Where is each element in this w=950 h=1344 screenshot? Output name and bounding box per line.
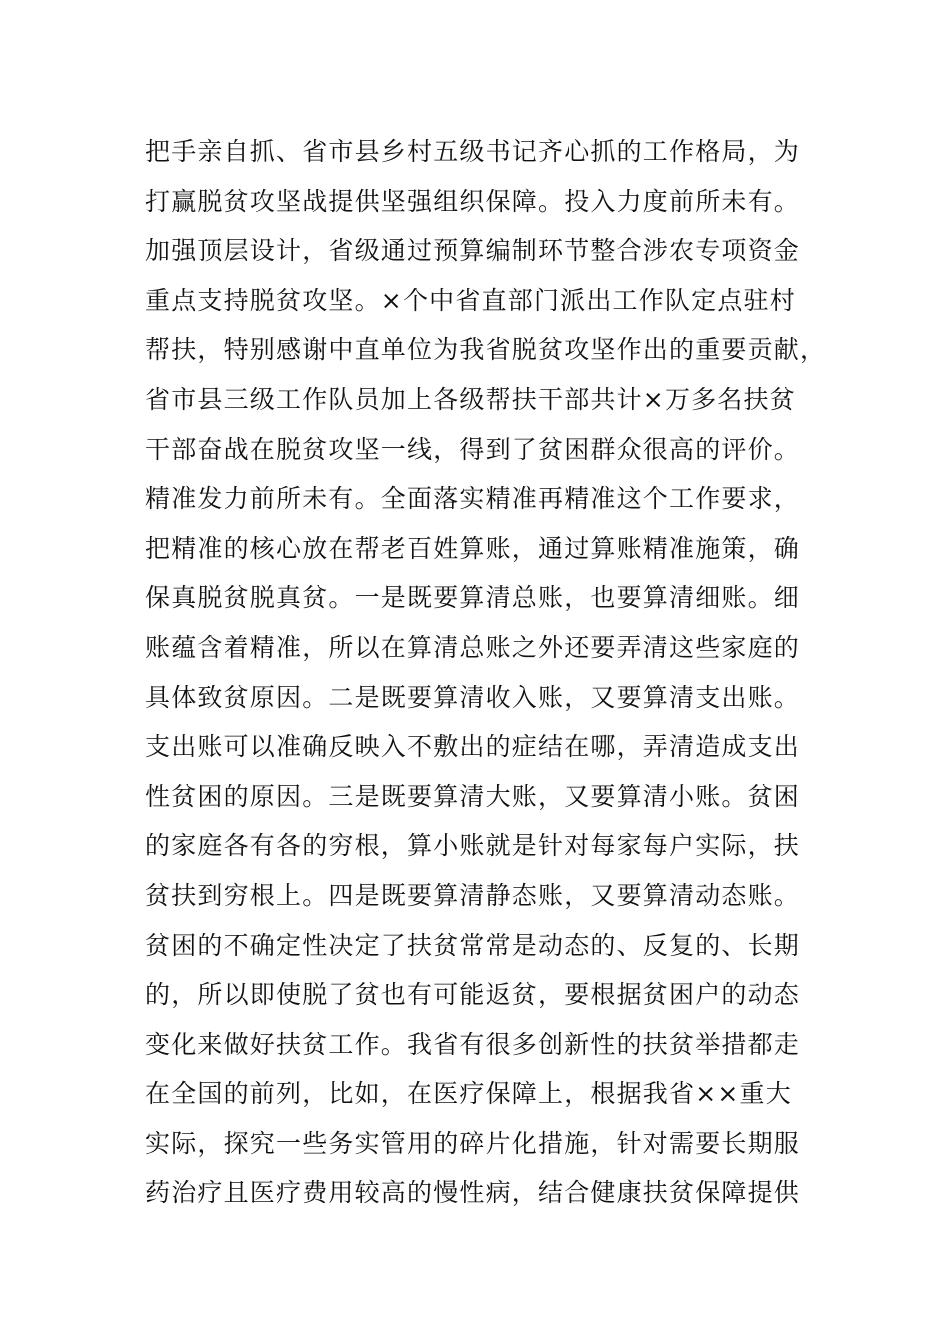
text-line: 药治疗且医疗费用较高的慢性病，结合健康扶贫保障提供	[145, 1178, 801, 1208]
text-line: 打赢脱贫攻坚战提供坚强组织保障。投入力度前所未有。	[145, 186, 801, 216]
text-line: 保真脱贫脱真贫。一是既要算清总账，也要算清细账。细	[145, 583, 801, 613]
text-line: 精准发力前所未有。全面落实精准再精准这个工作要求，	[145, 484, 801, 514]
text-line: 把手亲自抓、省市县乡村五级书记齐心抓的工作格局，为	[145, 137, 801, 166]
text-line: 帮扶，特别感谢中直单位为我省脱贫攻坚作出的重要贡献，	[145, 335, 827, 365]
text-line: 在全国的前列，比如，在医疗保障上，根据我省××重大	[145, 1079, 792, 1109]
text-line: 账蕴含着精准，所以在算清总账之外还要弄清这些家庭的	[145, 632, 801, 662]
text-line: 的家庭各有各的穷根，算小账就是针对每家每户实际，扶	[145, 831, 801, 861]
text-line: 贫困的不确定性决定了扶贫常常是动态的、反复的、长期	[145, 930, 801, 960]
text-line: 加强顶层设计，省级通过预算编制环节整合涉农专项资金	[145, 236, 801, 266]
text-line: 实际，探究一些务实管用的碎片化措施，针对需要长期服	[145, 1128, 801, 1158]
text-line: 干部奋战在脱贫攻坚一线，得到了贫困群众很高的评价。	[145, 434, 801, 464]
body-text	[145, 127, 827, 1218]
text-line: 贫扶到穷根上。四是既要算清静态账，又要算清动态账。	[145, 880, 801, 910]
text-line: 省市县三级工作队员加上各级帮扶干部共计×万多名扶贫	[145, 384, 796, 414]
text-line: 重点支持脱贫攻坚。×个中省直部门派出工作队定点驻村	[145, 285, 796, 315]
text-line: 支出账可以准确反映入不敷出的症结在哪，弄清造成支出	[145, 732, 801, 762]
text-line: 把精准的核心放在帮老百姓算账，通过算账精准施策，确	[145, 533, 801, 563]
text-line: 的，所以即使脱了贫也有可能返贫，要根据贫困户的动态	[145, 980, 801, 1010]
text-line: 具体致贫原因。二是既要算清收入账，又要算清支出账。	[145, 682, 801, 712]
text-line: 变化来做好扶贫工作。我省有很多创新性的扶贫举措都走	[145, 1029, 801, 1059]
text-line: 性贫困的原因。三是既要算清大账，又要算清小账。贫困	[145, 781, 801, 811]
